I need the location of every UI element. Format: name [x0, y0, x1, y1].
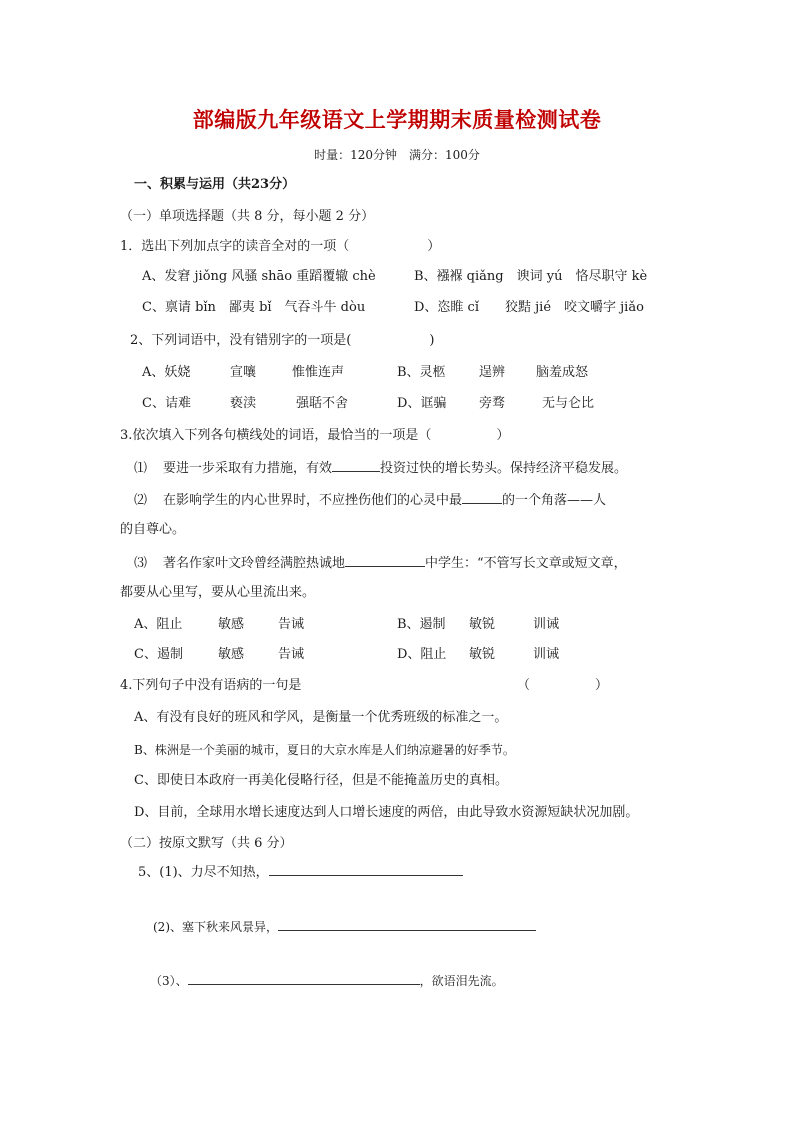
q2-option-d: [397, 395, 594, 413]
section-heading: 一、积累与运用（共23分）: [134, 177, 296, 192]
q3-c-word: C、遏制: [134, 647, 183, 662]
q3-a-word: 告诫: [278, 617, 305, 632]
part-heading: （二）按原文默写（共 6 分）: [120, 836, 293, 851]
q3-d-word: 训诫: [533, 647, 560, 662]
exam-meta: 时量：120分钟 满分：100分: [314, 148, 480, 162]
q3-s1-text: 要进一步采取有力措施，有效: [163, 461, 333, 476]
q3-s3-text: 中学生：“不管写长文章或短文章，: [425, 556, 627, 571]
q1-option-c: C、禀请 bǐn 鄙夷 bǐ 气吞斗牛 dòu: [142, 300, 366, 315]
q3-option-d: [397, 646, 559, 664]
q2-b-word: 脑羞成怒: [536, 365, 589, 380]
q2-c-word: 亵渎: [230, 396, 257, 411]
q3-d-word: 敏锐: [469, 647, 496, 662]
q5-line-1: [138, 862, 463, 882]
question-3-stem: 3.依次填入下列各句横线处的词语，最恰当的一项是（ ）: [120, 428, 510, 443]
q5-l3-text: （3）、: [150, 974, 188, 988]
q2-d-word: 旁骛: [479, 396, 506, 411]
q5-l2-text: (2)、塞下秋来风景异，: [153, 920, 278, 934]
q5-line-3: [150, 971, 504, 990]
exam-title: 部编版九年级语文上学期期末质量检测试卷: [192, 108, 602, 132]
fill-blank: [278, 917, 536, 931]
q3-s1-text: 投资过快的增长势头。保持经济平稳发展。: [380, 461, 628, 476]
q2-d-word: 无与仑比: [542, 396, 595, 411]
q3-c-word: 告诫: [278, 647, 305, 662]
q4-option-c: C、即使日本政府一再美化侵略行径，但是不能掩盖历史的真相。: [134, 773, 508, 788]
q2-a-word: A、妖娆: [142, 365, 191, 380]
q2-option-b: [397, 364, 588, 382]
fill-blank: [188, 971, 420, 985]
fill-blank: [269, 862, 463, 876]
q5-line-2: [153, 917, 536, 936]
q3-c-word: 敏感: [218, 647, 245, 662]
q4-option-a: A、有没有良好的班风和学风，是衡量一个优秀班级的标准之一。: [134, 710, 508, 725]
question-4-stem: 4.下列句子中没有语病的一句是: [120, 678, 302, 693]
q3-s3-number: ⑶: [134, 556, 148, 571]
q1-option-b: B、襁褓 qiǎng 谀词 yú 恪尽职守 kè: [414, 269, 648, 284]
q3-option-b: [397, 616, 559, 634]
q3-s2-text: 的一个角落——人: [502, 493, 607, 508]
q3-sentence-1: [134, 458, 627, 478]
q3-sentence-3: [134, 553, 627, 573]
q3-d-word: D、阻止: [397, 647, 447, 662]
q5-l1-text: 5、(1)、力尽不知热，: [138, 865, 269, 880]
q3-s2-text: 在影响学生的内心世界时，不应挫伤他们的心灵中最: [163, 493, 463, 508]
question-1-stem: 1．选出下列加点字的读音全对的一项（ ）: [120, 239, 441, 254]
q3-sentence-2: [134, 490, 606, 510]
question-2-stem: 2、下列词语中，没有错别字的一项是( ): [130, 333, 435, 348]
q5-l3-text: ，欲语泪先流。: [419, 974, 504, 988]
q3-b-word: B、遏制: [397, 617, 446, 632]
q2-a-word: 惟惟连声: [292, 365, 345, 380]
q2-b-word: B、灵柩: [397, 365, 446, 380]
fill-blank: [462, 490, 502, 504]
q2-c-word: C、诘难: [142, 396, 191, 411]
q2-b-word: 逞辨: [479, 365, 506, 380]
answer-bracket: （ ）: [517, 678, 609, 693]
q3-sentence-2-cont: 的自尊心。: [120, 522, 186, 537]
fill-blank: [345, 553, 425, 567]
q2-c-word: 强聒不舍: [296, 396, 349, 411]
q3-option-a: [134, 616, 304, 634]
q4-option-d: D、目前，全球用水增长速度达到人口增长速度的两倍，由此导致水资源短缺状况加剧。: [134, 805, 639, 820]
q3-b-word: 训诫: [533, 617, 560, 632]
q2-d-word: D、诓骗: [397, 396, 447, 411]
q1-option-d: D、恣睢 cǐ 狡黠 jié 咬文嚼字 jiǎo: [414, 300, 644, 315]
q2-option-c: [142, 395, 348, 413]
fill-blank: [332, 458, 380, 472]
q3-s1-number: ⑴: [134, 461, 148, 476]
q3-a-word: 敏感: [218, 617, 245, 632]
q3-s2-number: ⑵: [134, 493, 148, 508]
q3-b-word: 敏锐: [469, 617, 496, 632]
part-heading: （一）单项选择题（共 8 分，每小题 2 分）: [120, 209, 375, 224]
q2-option-a: [142, 364, 344, 382]
q3-option-c: [134, 646, 304, 664]
q4-option-b: B、株洲是一个美丽的城市，夏日的大京水库是人们纳凉避暑的好季节。: [134, 743, 515, 757]
q3-s3-text: 著名作家叶文玲曾经满腔热诚地: [163, 556, 346, 571]
q3-a-word: A、阻止: [134, 617, 183, 632]
q2-a-word: 宣嚷: [230, 365, 257, 380]
q1-option-a: A、发窘 jiǒng 风骚 shāo 重蹈覆辙 chè: [142, 269, 376, 284]
q3-sentence-3-cont: 都要从心里写，要从心里流出来。: [120, 585, 316, 600]
